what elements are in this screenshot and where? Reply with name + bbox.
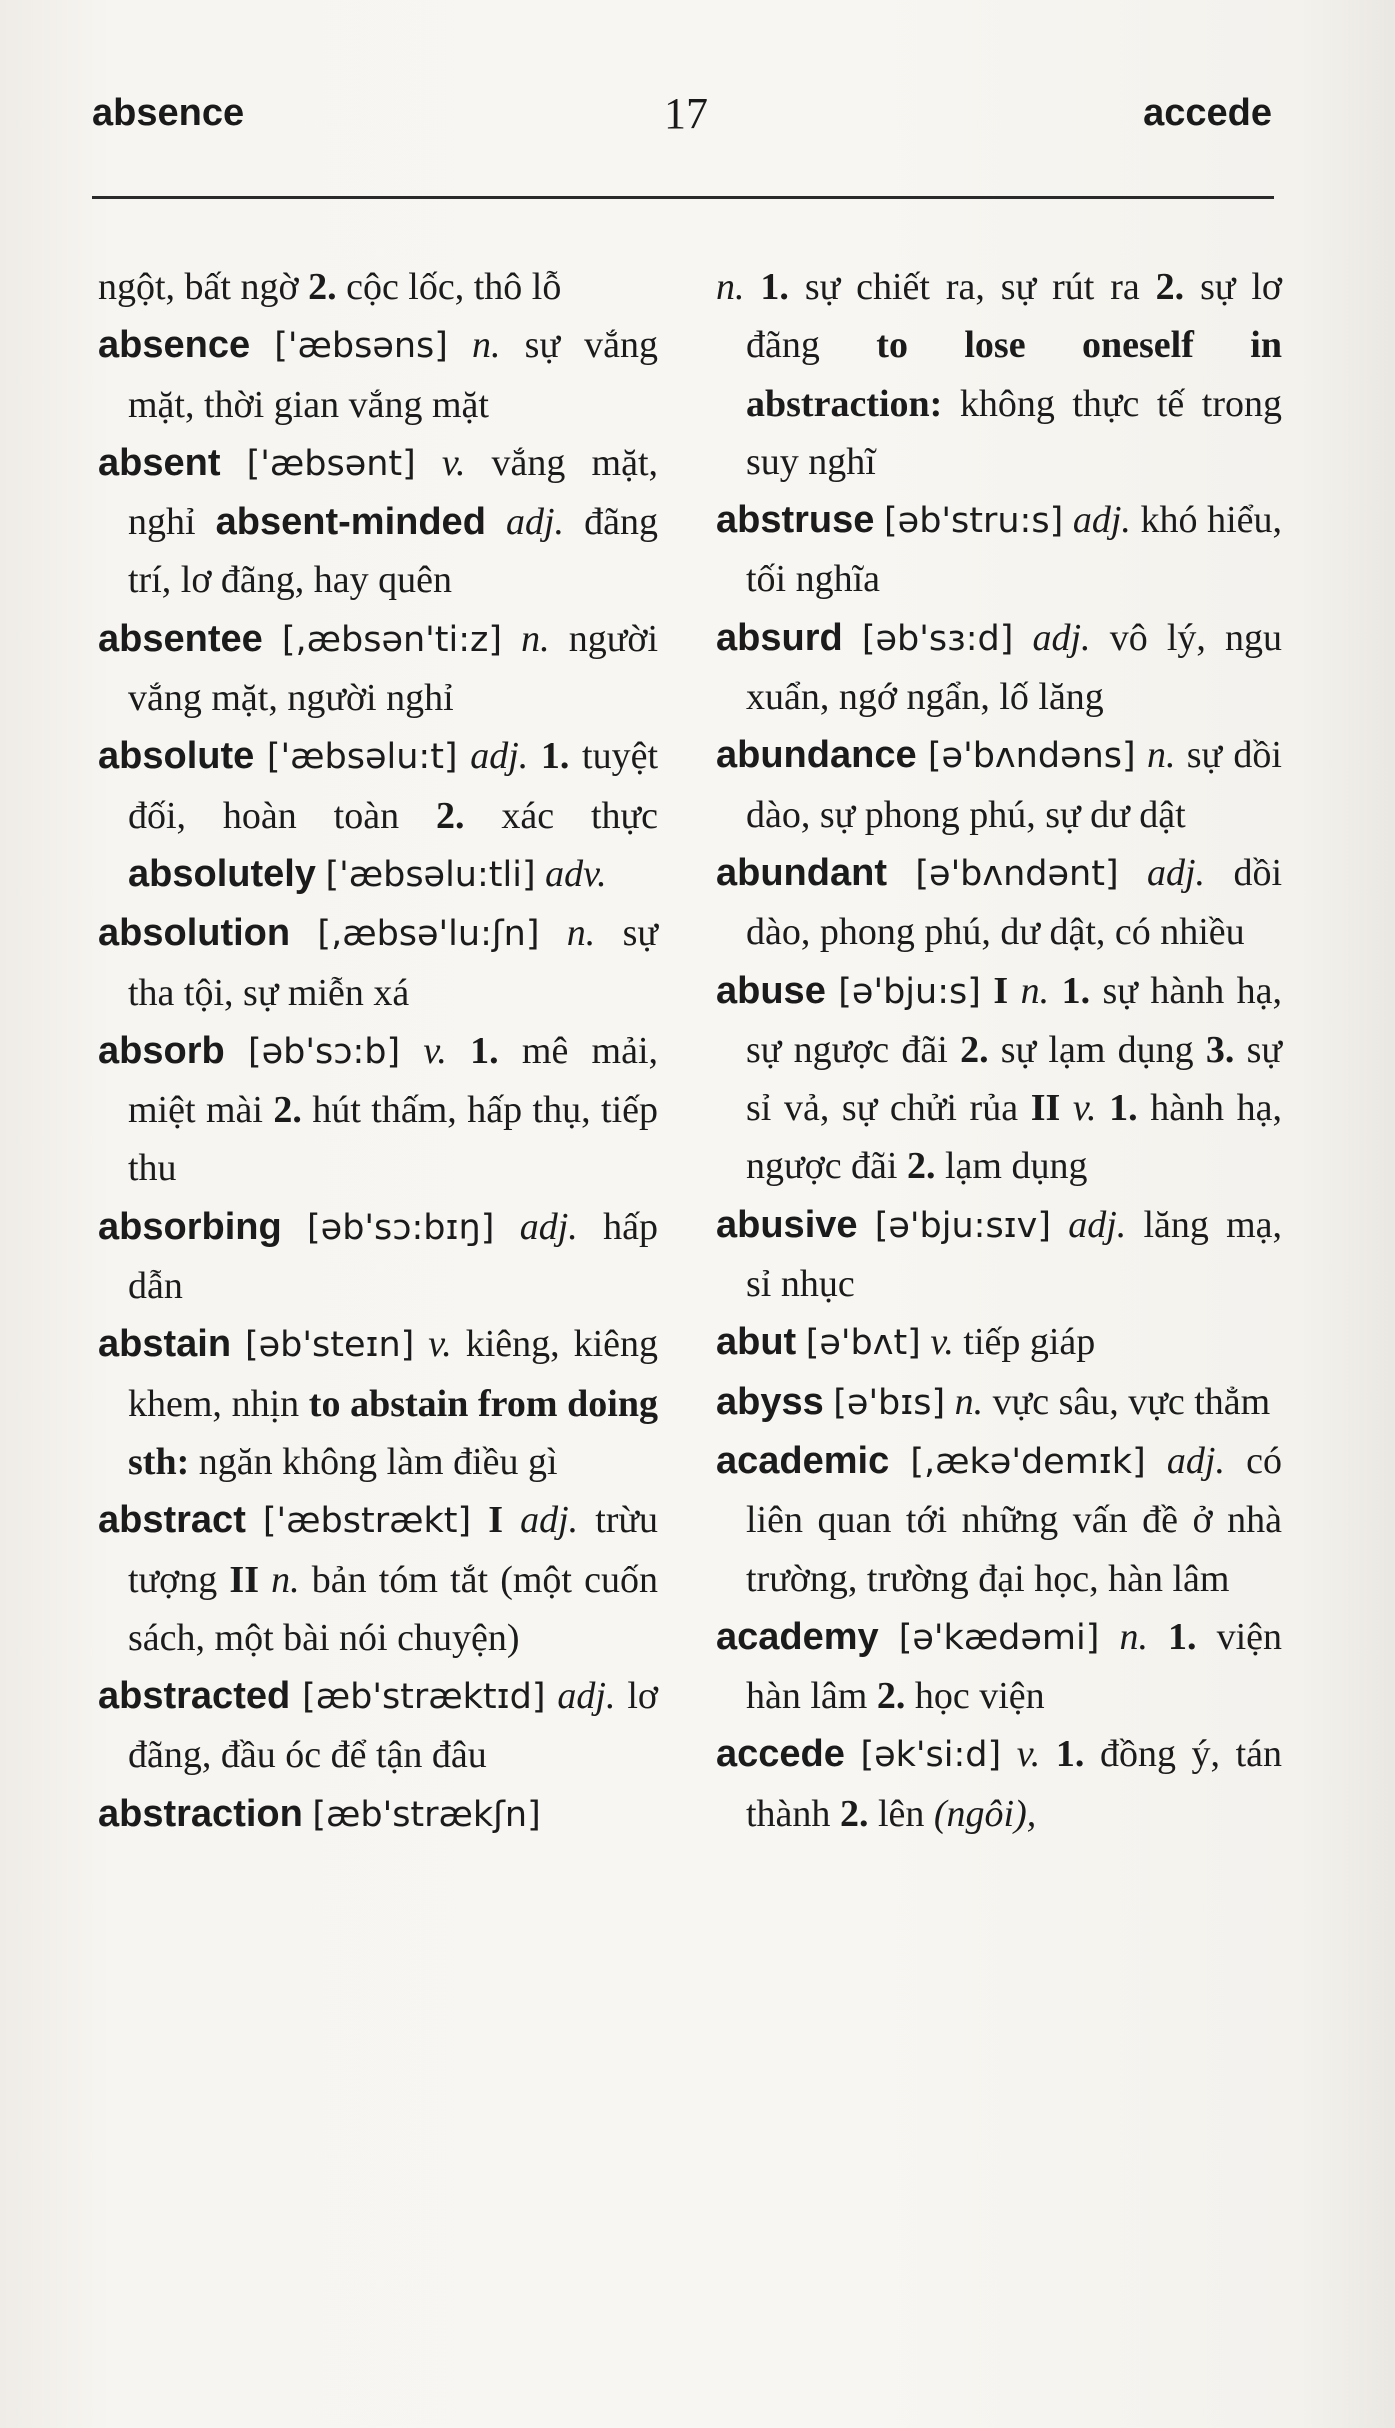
- definition-text: tuyệt đối, hoàn toàn: [128, 735, 659, 837]
- definition-text: đãng trí, lơ đãng, hay quên: [128, 501, 659, 602]
- definition-text: [502, 618, 521, 660]
- sense-number: II: [1030, 1087, 1061, 1130]
- definition-text: kiêng, kiêng khem, nhịn: [128, 1323, 658, 1425]
- part-of-speech: v.: [930, 1321, 954, 1364]
- definition-text: mê mải, miệt mài: [128, 1029, 659, 1132]
- dictionary-entry: [98, 258, 658, 316]
- sense-number: 1.: [760, 266, 789, 308]
- definition-text: học viện: [905, 1675, 1045, 1718]
- dictionary-entry: [98, 1491, 658, 1667]
- dictionary-entry: [98, 727, 658, 904]
- sense-number: 2.: [839, 1792, 869, 1835]
- header-rule: [92, 196, 1274, 199]
- definition-text: bản tóm tắt (một cuốn sách, một bài nói chuyện): [128, 1558, 658, 1659]
- sense-number: 1.: [470, 1029, 499, 1072]
- part-of-speech: n.: [716, 266, 745, 308]
- part-of-speech: n.: [954, 1380, 984, 1423]
- part-of-speech: adj.: [557, 1675, 616, 1718]
- part-of-speech: n.: [1146, 734, 1176, 777]
- definition-text: hấp dẫn: [128, 1205, 658, 1308]
- part-of-speech: v.: [428, 1323, 452, 1366]
- definition-text: [1001, 1733, 1017, 1775]
- definition-text: [981, 970, 993, 1012]
- dictionary-entry: [716, 609, 1282, 727]
- part-of-speech: adj.: [519, 1205, 578, 1248]
- pronunciation: [əb'sɔ:b]: [247, 1031, 401, 1072]
- definition-text: hút thấm, hấp thụ, tiếp thu: [128, 1089, 658, 1190]
- part-of-speech: adj.: [1072, 499, 1131, 542]
- headword: abuse: [716, 969, 826, 1012]
- page-number: 17: [664, 89, 708, 138]
- definition-text: sự hành hạ, sự ngược đãi: [746, 969, 1283, 1071]
- headword: absorb: [98, 1029, 225, 1072]
- pronunciation: [æb'stræktɪd]: [302, 1677, 546, 1718]
- headword: academic: [716, 1439, 890, 1482]
- definition-text: sự lơ đãng: [746, 266, 1283, 367]
- dictionary-entry: [98, 316, 658, 434]
- definition-text: [1136, 734, 1147, 776]
- sense-number: I: [993, 969, 1009, 1012]
- part-of-speech: adj.: [1147, 851, 1206, 894]
- headword: abyss: [716, 1380, 824, 1423]
- definition-text: [546, 1675, 558, 1717]
- sense-number: II: [229, 1558, 259, 1601]
- pronunciation: [,æbsən'ti:z]: [281, 619, 503, 660]
- definition-text: sự chiết ra, sự rút ra: [788, 266, 1156, 308]
- definition-text: [503, 1499, 520, 1541]
- headword: absolutely: [128, 852, 316, 895]
- definition-text: sự vắng mặt, thời gian vắng mặt: [128, 324, 659, 426]
- headword: absurd: [716, 616, 843, 659]
- headword: abstain: [98, 1323, 232, 1366]
- definition-text: [845, 1733, 861, 1775]
- dictionary-entry: [716, 1432, 1282, 1608]
- definition-text: [528, 735, 541, 777]
- dictionary-entry: [716, 1313, 1282, 1372]
- idiom-phrase: to abstain from doing sth:: [128, 1382, 658, 1483]
- definition-text: [796, 1321, 806, 1363]
- definition-text: lơ đãng, đầu óc để tận đâu: [128, 1675, 658, 1777]
- part-of-speech: n.: [472, 324, 501, 367]
- definition-text: [414, 1323, 428, 1365]
- headword: absentee: [98, 617, 263, 660]
- headword: abstracted: [98, 1675, 291, 1718]
- definition-text: [745, 266, 761, 308]
- pronunciation: ['æbsəlu:tli]: [325, 854, 536, 895]
- definition-text: [225, 1030, 248, 1072]
- part-of-speech: adv.: [545, 852, 607, 895]
- part-of-speech: adj.: [520, 1499, 579, 1542]
- definition-text: [471, 1499, 488, 1541]
- pronunciation: [ə'bʌt]: [805, 1323, 921, 1364]
- part-of-speech: v.: [1072, 1087, 1097, 1130]
- definition-text: [220, 442, 246, 484]
- definition-text: [1051, 1204, 1068, 1246]
- definition-text: [874, 499, 884, 541]
- sense-number: 2.: [906, 1145, 936, 1188]
- dictionary-entry: [716, 1373, 1282, 1432]
- dictionary-entry: [716, 1196, 1282, 1314]
- sense-number: 1.: [1109, 1087, 1138, 1130]
- left-column: [98, 258, 658, 1844]
- definition-text: khó hiểu, tối nghĩa: [746, 499, 1283, 601]
- pronunciation: ['æbstrækt]: [262, 1501, 472, 1542]
- definition-text: [486, 501, 506, 543]
- pronunciation: [ək'si:d]: [860, 1735, 1002, 1776]
- definition-text: [231, 1323, 245, 1365]
- dictionary-entry: [98, 1785, 658, 1844]
- pronunciation: [ə'bɪs]: [833, 1382, 946, 1423]
- definition-text: trừu tượng: [128, 1499, 658, 1601]
- headword: abstraction: [98, 1792, 303, 1835]
- definition-text: [259, 1559, 271, 1601]
- pronunciation: ['æbsəlu:t]: [266, 737, 458, 778]
- definition-text: [448, 324, 472, 366]
- idiom-phrase: to lose oneself in abstraction:: [746, 324, 1282, 425]
- part-of-speech: v.: [1016, 1733, 1041, 1776]
- sense-number: 1.: [540, 735, 570, 778]
- headword: abundance: [716, 734, 917, 777]
- headword: absolute: [98, 735, 255, 778]
- definition-text: lạm dụng: [935, 1145, 1088, 1188]
- definition-text: [921, 1321, 931, 1363]
- definition-text: [536, 853, 546, 895]
- page-header: [92, 88, 1272, 148]
- definition-text: vắng mặt, nghỉ: [128, 441, 659, 544]
- headword: abusive: [716, 1203, 858, 1246]
- definition-text: dồi dào, phong phú, dư dật, có nhiều: [746, 851, 1283, 954]
- right-guide-word: accede: [1143, 92, 1272, 134]
- definition-text: [303, 1793, 313, 1835]
- definition-text: [1040, 1733, 1056, 1775]
- definition-text: hành hạ, ngược đãi: [746, 1087, 1283, 1188]
- dictionary-entry: [716, 1608, 1282, 1726]
- definition-text: [246, 1499, 263, 1541]
- definition-text: [1146, 1440, 1167, 1482]
- part-of-speech: adj.: [1068, 1203, 1127, 1246]
- dictionary-entry: [716, 844, 1282, 962]
- dictionary-entry: [716, 726, 1282, 844]
- definition-text: sự tha tội, sự miễn xá: [128, 912, 658, 1014]
- pronunciation: [əb'sɜ:d]: [861, 618, 1014, 659]
- definition-text: sự sỉ vả, sự chửi rủa: [746, 1028, 1282, 1130]
- sense-number: 3.: [1205, 1028, 1235, 1071]
- definition-text: người vắng mặt, người nghỉ: [128, 617, 659, 720]
- headword: academy: [716, 1615, 879, 1658]
- definition-text: sự dồi dào, sự phong phú, sự dư dật: [746, 734, 1282, 836]
- definition-text: có liên quan tới những vấn đề ở nhà trường, trường đại học, hàn lâm: [746, 1439, 1282, 1600]
- pronunciation: [,æbsə'lu:ʃn]: [317, 914, 540, 955]
- right-column: [716, 258, 1282, 1843]
- dictionary-entry: [716, 491, 1282, 609]
- part-of-speech: adj.: [506, 501, 565, 544]
- definition-text: [263, 618, 282, 660]
- sense-number: 1.: [1168, 1615, 1197, 1658]
- headword: abundant: [716, 851, 887, 894]
- definition-text: [824, 1381, 834, 1423]
- dictionary-entry: [98, 1022, 658, 1198]
- sense-number: 2.: [273, 1089, 302, 1132]
- definition-text: [250, 324, 274, 366]
- part-of-speech: v.: [441, 441, 466, 484]
- definition-text: [1148, 1616, 1168, 1658]
- headword: absent: [98, 441, 221, 484]
- sense-number: 1.: [1055, 1733, 1085, 1776]
- sense-number: 2.: [435, 794, 465, 837]
- definition-text: [1013, 617, 1032, 659]
- definition-text: đồng ý, tán thành: [746, 1733, 1283, 1835]
- part-of-speech: n.: [271, 1558, 300, 1601]
- headword: accede: [716, 1733, 845, 1776]
- pronunciation: ['æbsənt]: [246, 443, 416, 484]
- definition-text: không thực tế trong suy nghĩ: [746, 382, 1282, 483]
- sense-number: 2.: [960, 1028, 989, 1071]
- definition-text: [416, 442, 442, 484]
- sense-number: 2.: [876, 1675, 906, 1718]
- definition-text: vô lý, ngu xuẩn, ngớ ngẩn, lố lăng: [746, 616, 1282, 719]
- definition-text: cộc lốc, thô lỗ: [336, 266, 562, 308]
- headword: abut: [716, 1321, 797, 1364]
- dictionary-entry: [98, 1198, 658, 1316]
- dictionary-entry: [98, 1315, 658, 1491]
- pronunciation: [ə'bju:sɪv]: [874, 1205, 1052, 1246]
- definition-text: [1099, 1616, 1119, 1658]
- definition-text: [1049, 970, 1061, 1012]
- headword: abstract: [98, 1499, 246, 1542]
- part-of-speech: adj.: [1166, 1439, 1225, 1482]
- definition-text: [889, 1440, 910, 1482]
- definition-text: [1063, 499, 1073, 541]
- dictionary-entry: [98, 1667, 658, 1785]
- definition-text: [887, 852, 915, 894]
- sense-number: 1.: [1061, 969, 1091, 1012]
- definition-text: [447, 1030, 470, 1072]
- headword: abstruse: [716, 499, 875, 542]
- definition-text: [945, 1381, 955, 1423]
- dictionary-entry: [98, 904, 658, 1022]
- part-of-speech: n.: [566, 912, 596, 955]
- part-of-speech: adj.: [1032, 616, 1091, 659]
- part-of-speech: n.: [1020, 969, 1050, 1012]
- definition-text: lăng mạ, sỉ nhục: [746, 1203, 1283, 1306]
- definition-text: [254, 735, 267, 777]
- definition-text: lên: [868, 1792, 934, 1835]
- dictionary-entry: [98, 610, 658, 728]
- definition-text: [494, 1206, 519, 1248]
- definition-text: [458, 735, 471, 777]
- pronunciation: [əb'sɔ:bɪŋ]: [307, 1207, 495, 1248]
- dictionary-entry: [716, 962, 1282, 1196]
- definition-text: [1060, 1087, 1073, 1129]
- pronunciation: ['æbsəns]: [274, 326, 448, 367]
- definition-text: [1008, 970, 1020, 1012]
- dictionary-entry: [716, 1725, 1282, 1843]
- pronunciation: [ə'bʌndəns]: [927, 736, 1136, 777]
- headword: absent-minded: [215, 501, 486, 544]
- pronunciation: [ə'bʌndənt]: [915, 853, 1119, 894]
- page-edge-shadow: [1300, 0, 1395, 2428]
- pronunciation: [,ækə'demɪk]: [910, 1441, 1146, 1482]
- part-of-speech: (ngôi),: [933, 1792, 1037, 1835]
- definition-text: viện hàn lâm: [746, 1615, 1283, 1718]
- definition-text: [1119, 852, 1147, 894]
- definition-text: tiếp giáp: [953, 1321, 1096, 1364]
- part-of-speech: adj.: [470, 735, 529, 778]
- definition-text: [879, 1616, 899, 1658]
- sense-number: 2.: [308, 266, 337, 308]
- definition-text: sự lạm dụng: [988, 1028, 1206, 1071]
- pronunciation: [ə'kædəmi]: [898, 1617, 1100, 1658]
- definition-text: [290, 912, 317, 954]
- definition-text: [826, 970, 838, 1012]
- headword: absence: [98, 324, 251, 367]
- definition-text: [858, 1204, 875, 1246]
- part-of-speech: n.: [521, 617, 550, 660]
- definition-text: [843, 617, 862, 659]
- definition-text: xác thực: [464, 794, 658, 837]
- definition-text: vực sâu, vực thẳm: [983, 1380, 1271, 1423]
- left-guide-word: absence: [92, 92, 245, 134]
- dictionary-entry: [98, 434, 658, 610]
- definition-text: [917, 734, 928, 776]
- definition-text: [290, 1675, 302, 1717]
- definition-text: [539, 912, 566, 954]
- definition-text: [400, 1030, 423, 1072]
- pronunciation: [əb'steɪn]: [244, 1325, 415, 1366]
- definition-text: [282, 1206, 307, 1248]
- pronunciation: [əb'stru:s]: [884, 501, 1064, 542]
- sense-number: 2.: [1155, 266, 1185, 308]
- headword: absolution: [98, 912, 291, 955]
- part-of-speech: v.: [423, 1029, 447, 1072]
- definition-text: ngột, bất ngờ: [98, 266, 309, 308]
- pronunciation: [æb'strækʃn]: [312, 1794, 541, 1835]
- definition-text: ngăn không làm điều gì: [189, 1440, 558, 1483]
- sense-number: I: [488, 1499, 503, 1542]
- part-of-speech: n.: [1119, 1615, 1148, 1658]
- dictionary-entry: [716, 258, 1282, 491]
- definition-text: [1096, 1087, 1109, 1129]
- pronunciation: [ə'bju:s]: [838, 971, 981, 1012]
- headword: absorbing: [98, 1205, 282, 1248]
